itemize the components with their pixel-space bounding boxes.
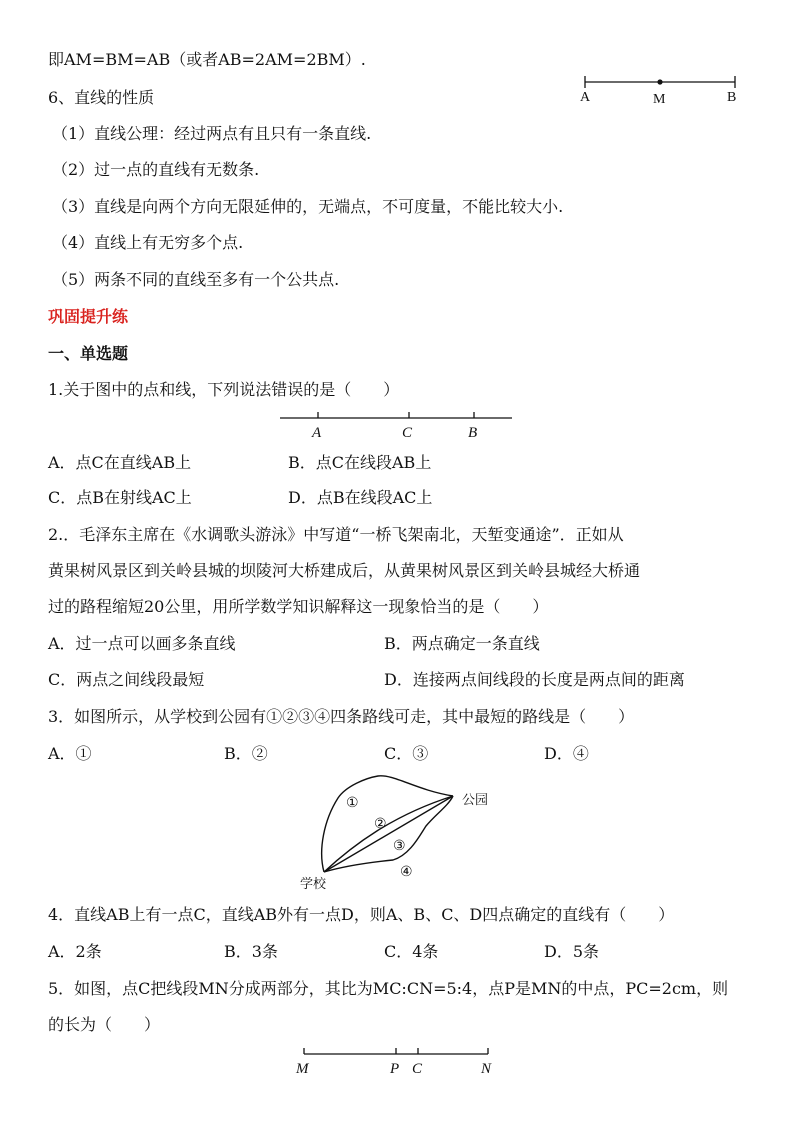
q5-stem-line: 的长为（ ） (48, 1015, 161, 1034)
practice-heading: 巩固提升练 (48, 307, 129, 326)
school-label: 学校 (300, 876, 327, 891)
label-n: N (481, 1061, 492, 1077)
route-map-figure (298, 770, 498, 896)
q4-option-b[interactable]: B．3条 (224, 942, 278, 961)
q1-option-c[interactable]: C．点B在射线AC上 (48, 488, 192, 507)
route-1-label: ① (346, 796, 359, 811)
label-m: M (653, 92, 666, 107)
q4-option-c[interactable]: C．4条 (384, 942, 439, 961)
property-item: （2）过一点的直线有无数条. (52, 160, 260, 179)
q4-stem: 4．直线AB上有一点C，直线AB外有一点D，则A、B、C、D四点确定的直线有（ ） (48, 905, 675, 924)
q4-option-a[interactable]: A．2条 (48, 942, 102, 961)
q1-stem: 1.关于图中的点和线，下列说法错误的是（ ） (48, 380, 400, 399)
property-item: （5）两条不同的直线至多有一个公共点. (52, 270, 340, 289)
continued-text: 即AM=BM=AB（或者AB=2AM=2BM）. (48, 50, 366, 69)
section-title: 6、直线的性质 (48, 88, 155, 107)
label-m: M (296, 1061, 309, 1077)
route-3-label: ③ (393, 839, 406, 854)
q1-line-figure (276, 410, 516, 444)
label-b: B (727, 90, 737, 105)
q2-option-a[interactable]: A．过一点可以画多条直线 (48, 634, 236, 653)
q1-option-d[interactable]: D．点B在线段AC上 (288, 488, 433, 507)
q2-stem-line: 黄果树风景区到关岭县城的坝陵河大桥建成后，从黄果树风景区到关岭县城经大桥通 (48, 561, 641, 580)
q1-option-b[interactable]: B．点C在线段AB上 (288, 453, 432, 472)
label-p: P (390, 1061, 400, 1077)
q3-stem: 3．如图所示，从学校到公园有①②③④四条路线可走，其中最短的路线是（ ） (48, 707, 635, 726)
q2-stem-line: 2.．毛泽东主席在《水调歌头游泳》中写道“一桥飞架南北，天堑变通途”．正如从 (48, 525, 624, 544)
part-heading: 一、单选题 (48, 344, 129, 363)
label-b: B (468, 425, 478, 441)
segment-amb-figure (575, 70, 745, 110)
property-item: （4）直线上有无穷多个点. (52, 233, 244, 252)
q3-option-c[interactable]: C．③ (384, 744, 429, 763)
q4-option-d[interactable]: D．5条 (544, 942, 600, 961)
q1-option-a[interactable]: A．点C在直线AB上 (48, 453, 192, 472)
route-4-label: ④ (400, 865, 413, 880)
park-label: 公园 (462, 792, 489, 807)
q2-option-c[interactable]: C．两点之间线段最短 (48, 670, 205, 689)
label-c: C (402, 425, 413, 441)
property-item: （1）直线公理：经过两点有且只有一条直线. (52, 124, 372, 143)
q2-option-d[interactable]: D．连接两点间线段的长度是两点间的距离 (384, 670, 685, 689)
q2-stem-line: 过的路程缩短20公里，用所学数学知识解释这一现象恰当的是（ ） (48, 597, 549, 616)
property-item: （3）直线是向两个方向无限延伸的，无端点，不可度量，不能比较大小. (52, 197, 564, 216)
label-c: C (412, 1061, 423, 1077)
label-a: A (580, 90, 591, 105)
q5-stem-line: 5．如图，点C把线段MN分成两部分，其比为MC:CN=5:4，点P是MN的中点，PC=2cm，则 (48, 979, 729, 998)
route-2-label: ② (374, 817, 387, 832)
q3-option-a[interactable]: A．① (48, 744, 92, 763)
q3-option-d[interactable]: D．④ (544, 744, 589, 763)
label-a: A (312, 425, 322, 441)
q3-option-b[interactable]: B．② (224, 744, 268, 763)
q2-option-b[interactable]: B．两点确定一条直线 (384, 634, 540, 653)
q5-segment-figure (296, 1046, 501, 1080)
